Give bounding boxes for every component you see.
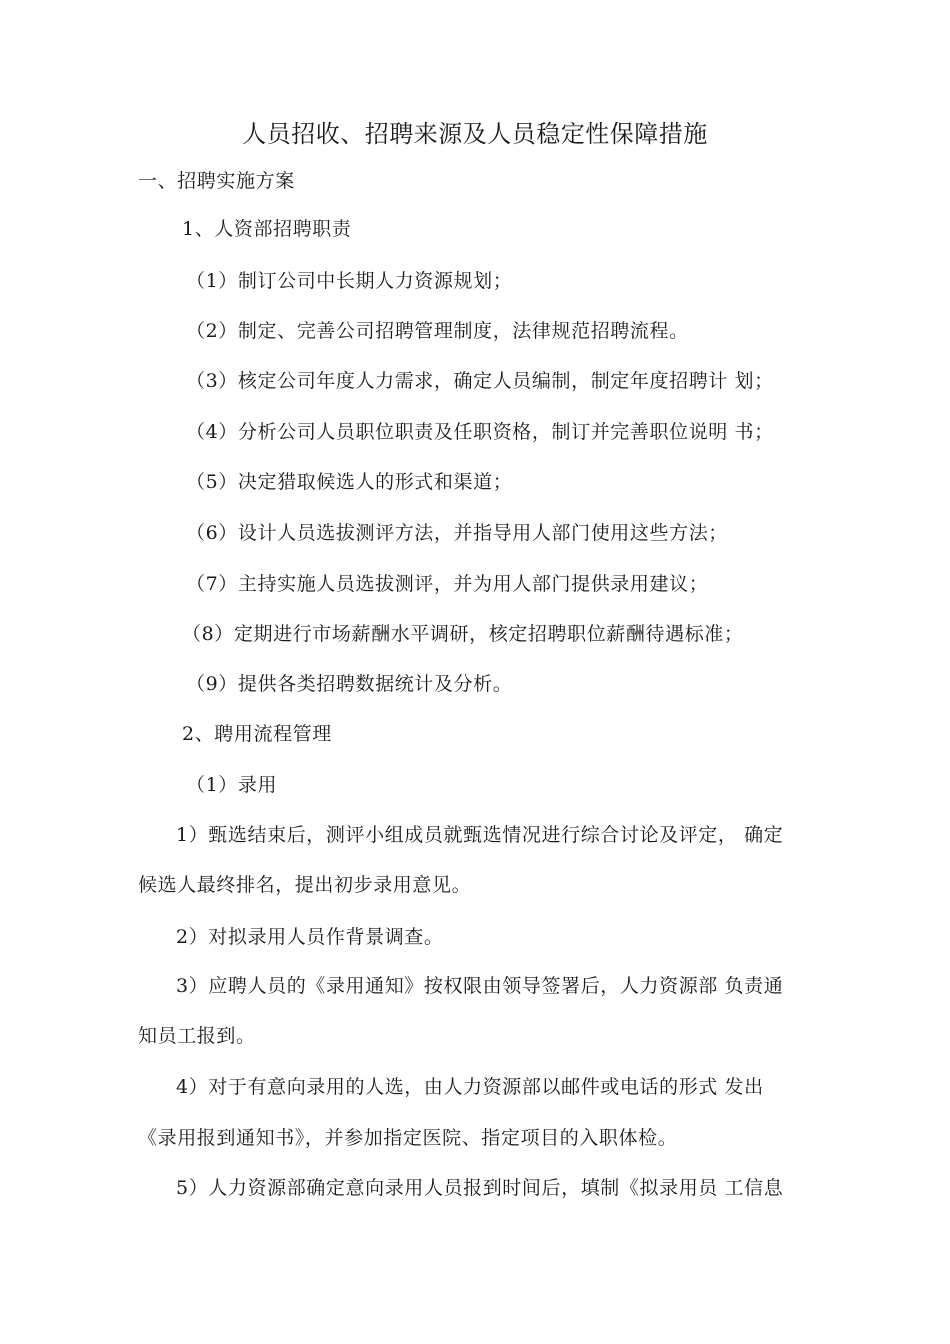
- step-paragraph: 2）对拟录用人员作背景调查。: [176, 926, 444, 948]
- duty-item: （4）分析公司人员职位职责及任职资格，制订并完善职位说明 书；: [186, 421, 774, 443]
- step-paragraph-cont: 《录用报到通知书》，并参加指定医院、指定项目的入职体检。: [138, 1127, 678, 1149]
- step-paragraph: 5）人力资源部确定意向录用人员报到时间后，填制《拟录用员 工信息: [176, 1177, 784, 1199]
- duty-item: （8）定期进行市场薪酬水平调研，核定招聘职位薪酬待遇标准；: [182, 623, 744, 645]
- subsection-item: （1）录用: [186, 774, 278, 796]
- step-paragraph: 1）甄选结束后，测评小组成员就甄选情况进行综合讨论及评定， 确定: [176, 824, 784, 846]
- step-paragraph: 4）对于有意向录用的人选，由人力资源部以邮件或电话的形式 发出: [176, 1076, 764, 1098]
- document-title: 人员招收、招聘来源及人员稳定性保障措施: [242, 120, 708, 148]
- section-heading: 一、招聘实施方案: [138, 170, 295, 192]
- duty-item: （5）决定猎取候选人的形式和渠道；: [186, 471, 513, 493]
- duty-item: （9）提供各类招聘数据统计及分析。: [186, 673, 513, 695]
- subsection-heading: 1、人资部招聘职责: [182, 218, 352, 240]
- duty-item: （6）设计人员选拔测评方法，并指导用人部门使用这些方法；: [186, 522, 728, 544]
- duty-item: （3）核定公司年度人力需求，确定人员编制，制定年度招聘计 划；: [186, 370, 774, 392]
- step-paragraph: 3）应聘人员的《录用通知》按权限由领导签署后，人力资源部 负责通: [176, 975, 784, 997]
- subsection-heading: 2、聘用流程管理: [182, 723, 332, 745]
- duty-item: （2）制定、完善公司招聘管理制度，法律规范招聘流程。: [186, 320, 689, 342]
- duty-item: （7）主持实施人员选拔测评，并为用人部门提供录用建议；: [186, 573, 709, 595]
- step-paragraph-cont: 知员工报到。: [138, 1025, 256, 1047]
- duty-item: （1）制订公司中长期人力资源规划；: [186, 270, 513, 292]
- step-paragraph-cont: 候选人最终排名，提出初步录用意见。: [138, 874, 472, 896]
